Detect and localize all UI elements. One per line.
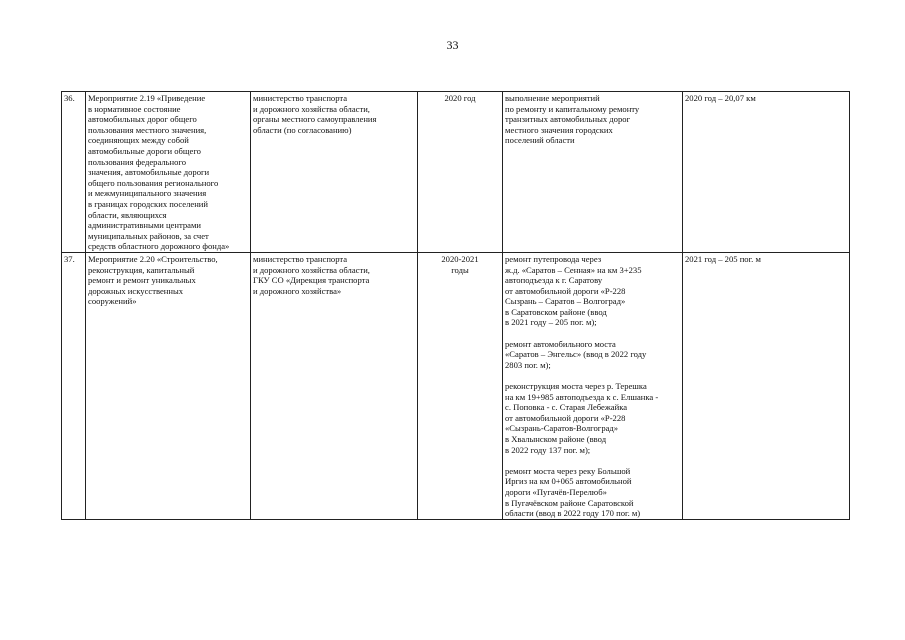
indicator-line: 2021 год – 205 пог. м xyxy=(685,253,761,264)
indicator-cell xyxy=(683,92,850,253)
event-line: Мероприятие 2.19 «Приведение xyxy=(88,93,206,103)
event-line: области, являющихся xyxy=(88,209,167,220)
table-row xyxy=(62,252,850,519)
result-line: дороги «Пугачёв-Перелюб» xyxy=(505,486,607,497)
executor-line: министерство транспорта xyxy=(253,93,348,103)
result-line: автоподъезда к г. Саратову xyxy=(505,275,603,286)
event-line: сооружений» xyxy=(88,296,137,307)
event-line: автомобильные дороги общего xyxy=(88,145,201,156)
executor-line: области (по согласованию) xyxy=(253,124,352,135)
executor-line: министерство транспорта xyxy=(253,253,348,264)
result-cell xyxy=(503,252,683,519)
row-number-cell xyxy=(62,92,86,253)
event-line: средств областного дорожного фонда» xyxy=(88,241,230,252)
executor-cell xyxy=(251,92,418,253)
result-cell xyxy=(503,92,683,253)
result-line: в 2021 году – 205 пог. м); xyxy=(505,317,597,328)
event-line: в границах городских поселений xyxy=(88,198,209,209)
event-line: соединяющих между собой xyxy=(88,135,189,146)
result-line: выполнение мероприятий xyxy=(505,93,600,103)
result-line: 2803 пог. м); xyxy=(505,359,551,370)
period-line: 2020 год xyxy=(444,93,476,103)
row-number: 37. xyxy=(64,253,75,264)
event-line: ремонт и ремонт уникальных xyxy=(88,275,196,286)
result-line: ремонт автомобильного моста xyxy=(505,338,616,349)
result-gap xyxy=(505,370,680,381)
event-line: муниципальных районов, за счет xyxy=(88,230,209,241)
result-line: на км 19+985 автоподъезда к с. Елшанка - xyxy=(505,391,659,402)
result-gap xyxy=(505,328,680,339)
indicator-line: 2020 год – 20,07 км xyxy=(685,93,756,103)
result-line: от автомобильной дороги «Р-228 xyxy=(505,412,626,423)
event-line: в нормативное состояние xyxy=(88,103,181,114)
result-line: «Сызрань-Саратов-Волгоград» xyxy=(505,423,619,434)
event-line: административными центрами xyxy=(88,220,201,231)
result-line: Иргиз на км 0+065 автомобильной xyxy=(505,476,632,487)
period-line: годы xyxy=(451,264,469,275)
event-cell xyxy=(86,252,251,519)
page-number: 33 xyxy=(446,38,459,52)
row-number-cell xyxy=(62,252,86,519)
result-line: реконструкция моста через р. Терешка xyxy=(505,381,647,392)
event-line: общего пользования регионального xyxy=(88,177,219,188)
result-line: ремонт моста через реку Большой xyxy=(505,465,631,476)
result-line: в Пугачёвском районе Саратовской xyxy=(505,497,634,508)
event-line: и межмуниципального значения xyxy=(88,188,207,199)
period-cell xyxy=(418,92,503,253)
result-line: ж.д. «Саратов – Сенная» на км 3+235 xyxy=(505,264,642,275)
event-line: Мероприятие 2.20 «Строительство, xyxy=(88,253,218,264)
result-line: «Саратов – Энгельс» (ввод в 2022 году xyxy=(505,349,647,360)
event-line: пользования местного значения, xyxy=(88,124,207,135)
period-cell xyxy=(418,252,503,519)
measures-table-body xyxy=(62,92,850,520)
event-line: реконструкция, капитальный xyxy=(88,264,195,275)
executor-line: и дорожного хозяйства области, xyxy=(253,264,370,275)
event-line: дорожных искусственных xyxy=(88,285,184,296)
result-line: с. Поповка - с. Старая Лебежайка xyxy=(505,402,628,413)
result-line: транзитных автомобильных дорог xyxy=(505,114,631,125)
result-line: в Саратовском районе (ввод xyxy=(505,306,607,317)
event-line: значения, автомобильные дороги xyxy=(88,167,210,178)
executor-line: ГКУ СО «Дирекция транспорта xyxy=(253,275,370,286)
row-number: 36. xyxy=(64,93,75,103)
executor-line: и дорожного хозяйства области, xyxy=(253,103,370,114)
result-line: поселений области xyxy=(505,135,575,146)
event-line: автомобильных дорог общего xyxy=(88,114,197,125)
executor-line: органы местного самоуправления xyxy=(253,114,377,125)
result-line: области (ввод в 2022 году 170 пог. м) xyxy=(505,508,641,519)
indicator-cell xyxy=(683,252,850,519)
executor-line: и дорожного хозяйства» xyxy=(253,285,342,296)
result-line: в 2022 году 137 пог. м); xyxy=(505,444,591,455)
executor-cell xyxy=(251,252,418,519)
result-line: ремонт путепровода через xyxy=(505,253,602,264)
result-line: Сызрань – Саратов – Волгоград» xyxy=(505,296,626,307)
result-gap xyxy=(505,455,680,466)
result-line: местного значения городских xyxy=(505,124,613,135)
event-cell xyxy=(86,92,251,253)
event-line: пользования федерального xyxy=(88,156,187,167)
period-line: 2020-2021 xyxy=(441,253,479,264)
result-line: в Хвалынском районе (ввод xyxy=(505,434,607,444)
result-line: от автомобильной дороги «Р-228 xyxy=(505,285,626,296)
table-row xyxy=(62,92,850,253)
measures-table xyxy=(61,91,850,520)
result-line: по ремонту и капитальному ремонту xyxy=(505,103,640,114)
